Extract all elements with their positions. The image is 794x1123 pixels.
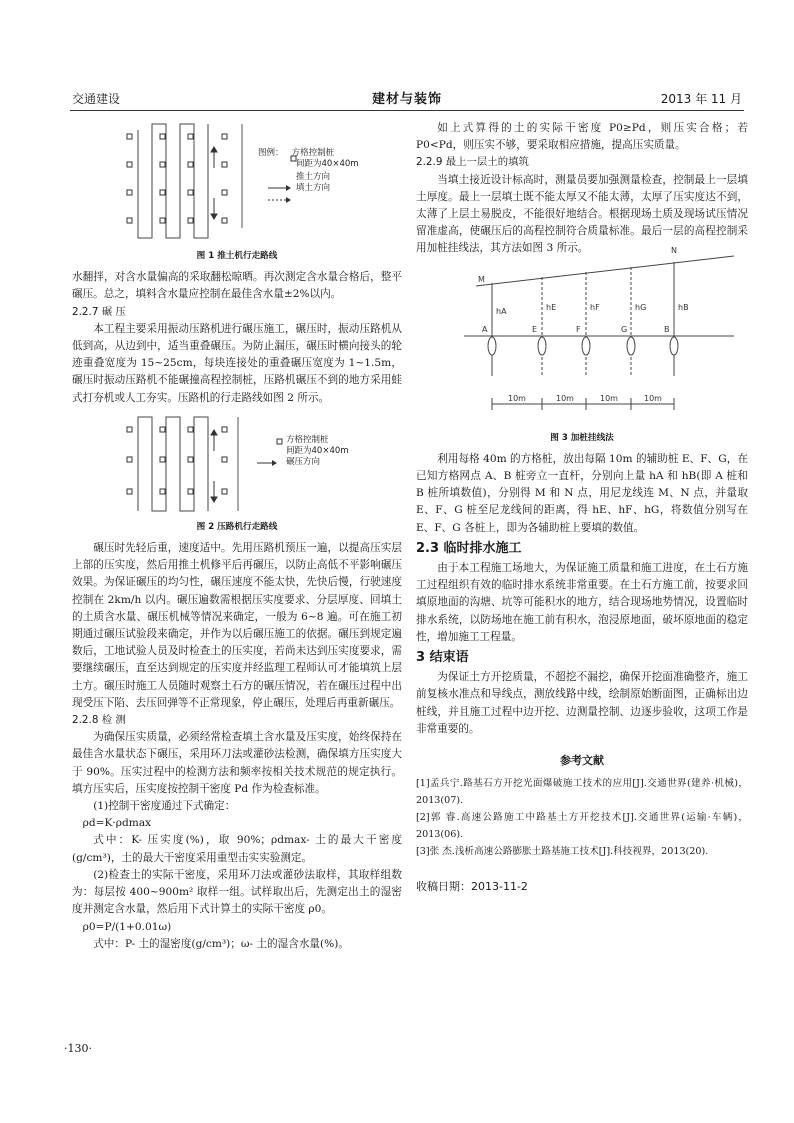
paragraph: 为确保压实质量，必须经常检查填土含水量及压实度，始终保持在最佳含水量状态下碾压，采用环刀法或灌砂法检测，确保填方压实度大于 90%。压实过程中的检测方法和频率按相关技术规范的规定执行。填方压实后，压实度按控制干密度 Pd 作为检查标准。 — [72, 731, 402, 795]
paragraph: 本工程主要采用振动压路机进行碾压施工，碾压时，振动压路机从低到高，从边到中，适当重叠碾压。为防止漏压，碾压时横向接头的轮迹重叠宽度为 15~25cm，每块连接处的重叠碾压宽度为 1~1.5m，碾压时振动压路机不能碾撞高程控制桩，压路机碾压不到的地方采用蛙式打夯机或人工夯实。压路机的行走路线如图 2 所示。 — [72, 322, 402, 404]
ha-label: hA — [496, 306, 507, 316]
legend-title: 图例： — [258, 148, 284, 158]
heading-2-2-7: 2.2.7 碾 压 — [72, 305, 126, 318]
formula-actual-density: ρ0=P/(1+0.01ω) — [82, 920, 172, 933]
paragraph: 当填土接近设计标高时，测量员要加强测量检查，控制最上一层填土厚度。最上一层填土既不能太厚又不能太薄，太厚了压实度达不到，太薄了上层土易脱皮，不能很好地结合。根据现场土质及现场试压情况留准虚高，使碾压后的高程控制符合质量标准。最后一层的高程控制采用加桩挂线法，其方法如图 3 所示。 — [416, 173, 748, 255]
received-date: 收稿日期：2013-11-2 — [416, 880, 528, 894]
heading-3: 3 结束语 — [416, 650, 469, 666]
reference-item: [3]张 杰.浅析高速公路膨胀土路基施工技术[J].科技视界，2013(20). — [416, 846, 709, 858]
dim-label: 10m — [508, 393, 526, 403]
dim-label: 10m — [644, 393, 662, 403]
figure-2 — [72, 411, 402, 536]
paragraph: 为保证土方开挖质量，不超挖不漏挖，确保开挖面准确整齐，施工前复核水准点和导线点，测放线路中线，绘制原始断面图，正确标出边桩线，并且施工过程中边开挖、边测量控制、边逐步验收，这项工作是非常重要的。 — [416, 671, 748, 735]
reference-item: [2]郭 睿.高速公路施工中路基土方开挖技术[J].交通世界(运输·车辆)，2013(06). — [416, 812, 748, 841]
peg-f-label: F — [576, 324, 581, 334]
staking-line-diagram — [416, 245, 748, 428]
legend-spacing: 间距为40×40m — [286, 445, 349, 456]
left-column — [72, 118, 402, 953]
hf-label: hF — [590, 302, 600, 312]
figure-3-caption: 图 3 加桩挂线法 — [550, 432, 614, 443]
point-n-label: N — [671, 245, 677, 255]
issue-date: 2013 年 11 月 — [660, 92, 742, 106]
journal-title: 建材与装饰 — [372, 92, 443, 107]
peg-g-label: G — [621, 324, 628, 334]
reference-item: [1]孟兵宁.路基石方开挖光面爆破施工技术的应用[J].交通世界(建养·机械)，2013(07). — [416, 778, 748, 807]
paragraph: (2)检查土的实际干密度，采用环刀法或灌砂法取样，其取样组数为：每层按 400~900m² 取样一组。试样取出后，先测定出土的湿密度并测定含水量，然后用下式计算土的实际干密度 ρ0。 — [72, 868, 402, 916]
paragraph: 式中：P- 土的湿密度(g/cm³)；ω- 土的湿含水量(%)。 — [93, 937, 349, 950]
paragraph: 式中：K- 压实度(%)，取 90%；ρdmax- 土的最大干密度(g/cm³)，土的最大干密度采用重型击实实验测定。 — [72, 834, 402, 864]
heading-2-3: 2.3 临时排水施工 — [416, 540, 522, 556]
peg-b-label: B — [664, 324, 670, 334]
legend-roll-direction: 碾压方向 — [286, 456, 321, 467]
legend-peg: 方格控制桩 — [291, 148, 335, 158]
he-label: hE — [546, 302, 557, 312]
figure-1 — [72, 118, 402, 265]
header-rule — [70, 110, 744, 111]
legend-peg: 方格控制桩 — [286, 434, 329, 445]
journal-section: 交通建设 — [72, 92, 121, 106]
heading-2-2-9: 2.2.9 最上一层土的填筑 — [416, 156, 529, 169]
right-column — [416, 120, 748, 895]
peg-a-label: A — [482, 324, 488, 334]
peg-e-label: E — [532, 324, 538, 334]
figure-1-legend-text — [258, 148, 359, 194]
figure-2-caption: 图 2 压路机行走路线 — [196, 521, 278, 532]
legend-push-direction: 推土方向 — [296, 172, 331, 182]
hg-label: hG — [635, 302, 647, 312]
legend-fill-direction: 填土方向 — [296, 183, 331, 193]
paragraph: 如上式算得的土的实际干密度 P0≥Pd，则压实合格；若 P0<Pd，则压实不够，要采取相应措施，提高压实质量。 — [416, 122, 748, 152]
dim-label: 10m — [600, 393, 618, 403]
heading-2-2-8: 2.2.8 检 测 — [72, 714, 126, 727]
roller-route-diagram — [72, 411, 402, 517]
hb-label: hB — [678, 302, 689, 312]
dim-label: 10m — [556, 393, 574, 403]
page-number: ·130· — [64, 1042, 92, 1055]
paragraph: 利用每格 40m 的方格桩，放出每隔 10m 的辅助桩 E、F、G，在已知方格网点 A、B 桩旁立一直杆，分别向上量 hA 和 hB(即 A 桩和 B 桩所填数值)，分别得 M 和 N 点，用尼龙线连 M、N 点，并量取 E、F、G 桩至尼龙线间的距离，得 hE、hF、hG，将数值分别写在 E、F、G 各桩上，即为各辅助桩上要填的数值。 — [416, 452, 748, 534]
point-m-label: M — [478, 274, 485, 284]
figure-1-caption: 图 1 推土机行走路线 — [196, 251, 278, 261]
paragraph: 碾压时先轻后重，速度适中。先用压路机预压一遍，以提高压实层上部的压实度，然后用推土机修平后再碾压，以防止高低不平影响碾压效果。为保证碾压的均匀性，碾压速度不能太快，先快后慢，行驶速度控制在 2km/h 以内。碾压遍数需根据压实度要求、分层厚度、回填土的土质含水量、碾压机械等情况来确定，一般为 6~8 遍。可在施工初期通过碾压试验段来确定，并作为以后碾压施工的依据。碾压到规定遍数后，工地试验人员及时检查土的压实度，若尚未达到压实度要求，需要继续碾压，直至达到规定的压实度并经监理工程师认可才能填筑上层土方。碾压时施工人员随时观察土石方的碾压情况，若在碾压过程中出现受压下陷、去压回弹等不正常现象，停止碾压，处理后再重新碾压。 — [72, 542, 402, 709]
paragraph: 水翻拌，对含水量偏高的采取翻松晾晒。再次测定含水量合格后，整平碾压。总之，填料含水量应控制在最佳含水量±2%以内。 — [72, 271, 402, 301]
paragraph: (1)控制干密度通过下式确定： — [93, 800, 236, 813]
legend-spacing: 间距为40×40m — [296, 159, 359, 169]
formula-dry-density: ρd=K·ρdmax — [82, 817, 152, 830]
paragraph: 由于本工程施工场地大，为保证施工质量和施工进度，在土石方施工过程组织有效的临时排水系统非常重要。在土石方施工前，按要求回填原地面的沟塘、坑等可能积水的地方，结合现场地势情况，设置临时排水系统，以防场地在施工前有积水，泡浸原地面，破坏原地面的稳定性，增加施工工程量。 — [416, 562, 748, 643]
figure-2-legend-text — [286, 435, 349, 468]
references-title: 参考文献 — [560, 754, 604, 768]
figure-3 — [416, 245, 748, 447]
